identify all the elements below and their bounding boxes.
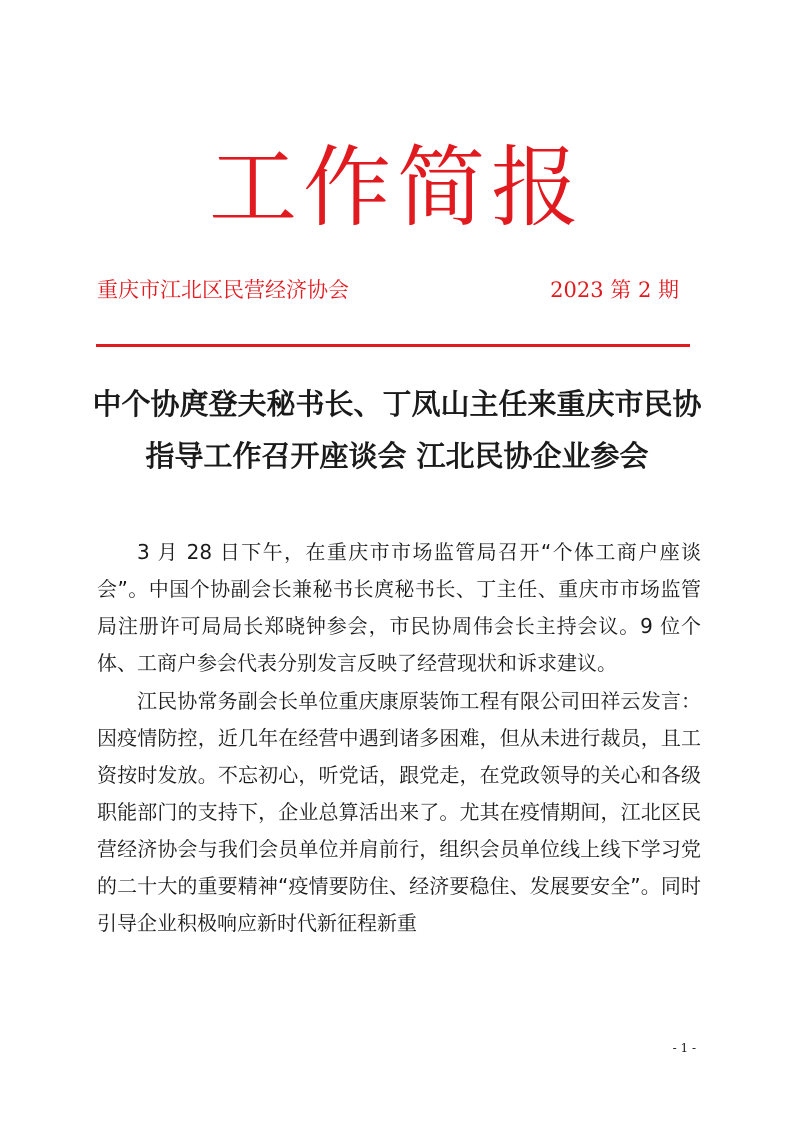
article-body [97, 534, 701, 943]
issuer-name: 重庆市江北区民营经济协会 [97, 278, 349, 302]
masthead-title: 工作简报 [208, 136, 585, 239]
paragraph: 3 月 28 日下午，在重庆市市场监管局召开“个体工商户座谈会”。中国个协副会长兼秘书长庹秘书长、丁主任、重庆市市场监管局注册许可局局长郑晓钟参会，市民协周伟会长主持会议。9 位个体、工商户参会代表分别发言反映了经营现状和诉求建议。 [97, 540, 701, 675]
article-headline: 中个协庹登夫秘书长、丁凤山主任来重庆市民协指导工作召开座谈会 江北民协企业参会 [92, 387, 702, 473]
page-number: - 1 - [672, 1041, 696, 1055]
issuer-line [97, 274, 679, 306]
paragraph: 江民协常务副会长单位重庆康原装饰工程有限公司田祥云发言：因疫情防控，近几年在经营中遇到诸多困难，但从未进行裁员，且工资按时发放。不忘初心，听党话，跟党走，在党政领导的关心和各级职能部门的支持下，企业总算活出来了。尤其在疫情期间，江北区民营经济协会与我们会员单位并肩前行，组织会员单位线上线下学习党的二十大的重要精神“疫情要防住、经济要稳住、发展要安全”。同时引导企业积极响应新时代新征程新重 [97, 689, 701, 935]
red-divider [96, 344, 690, 347]
issue-number: 2023 第 2 期 [550, 278, 679, 302]
